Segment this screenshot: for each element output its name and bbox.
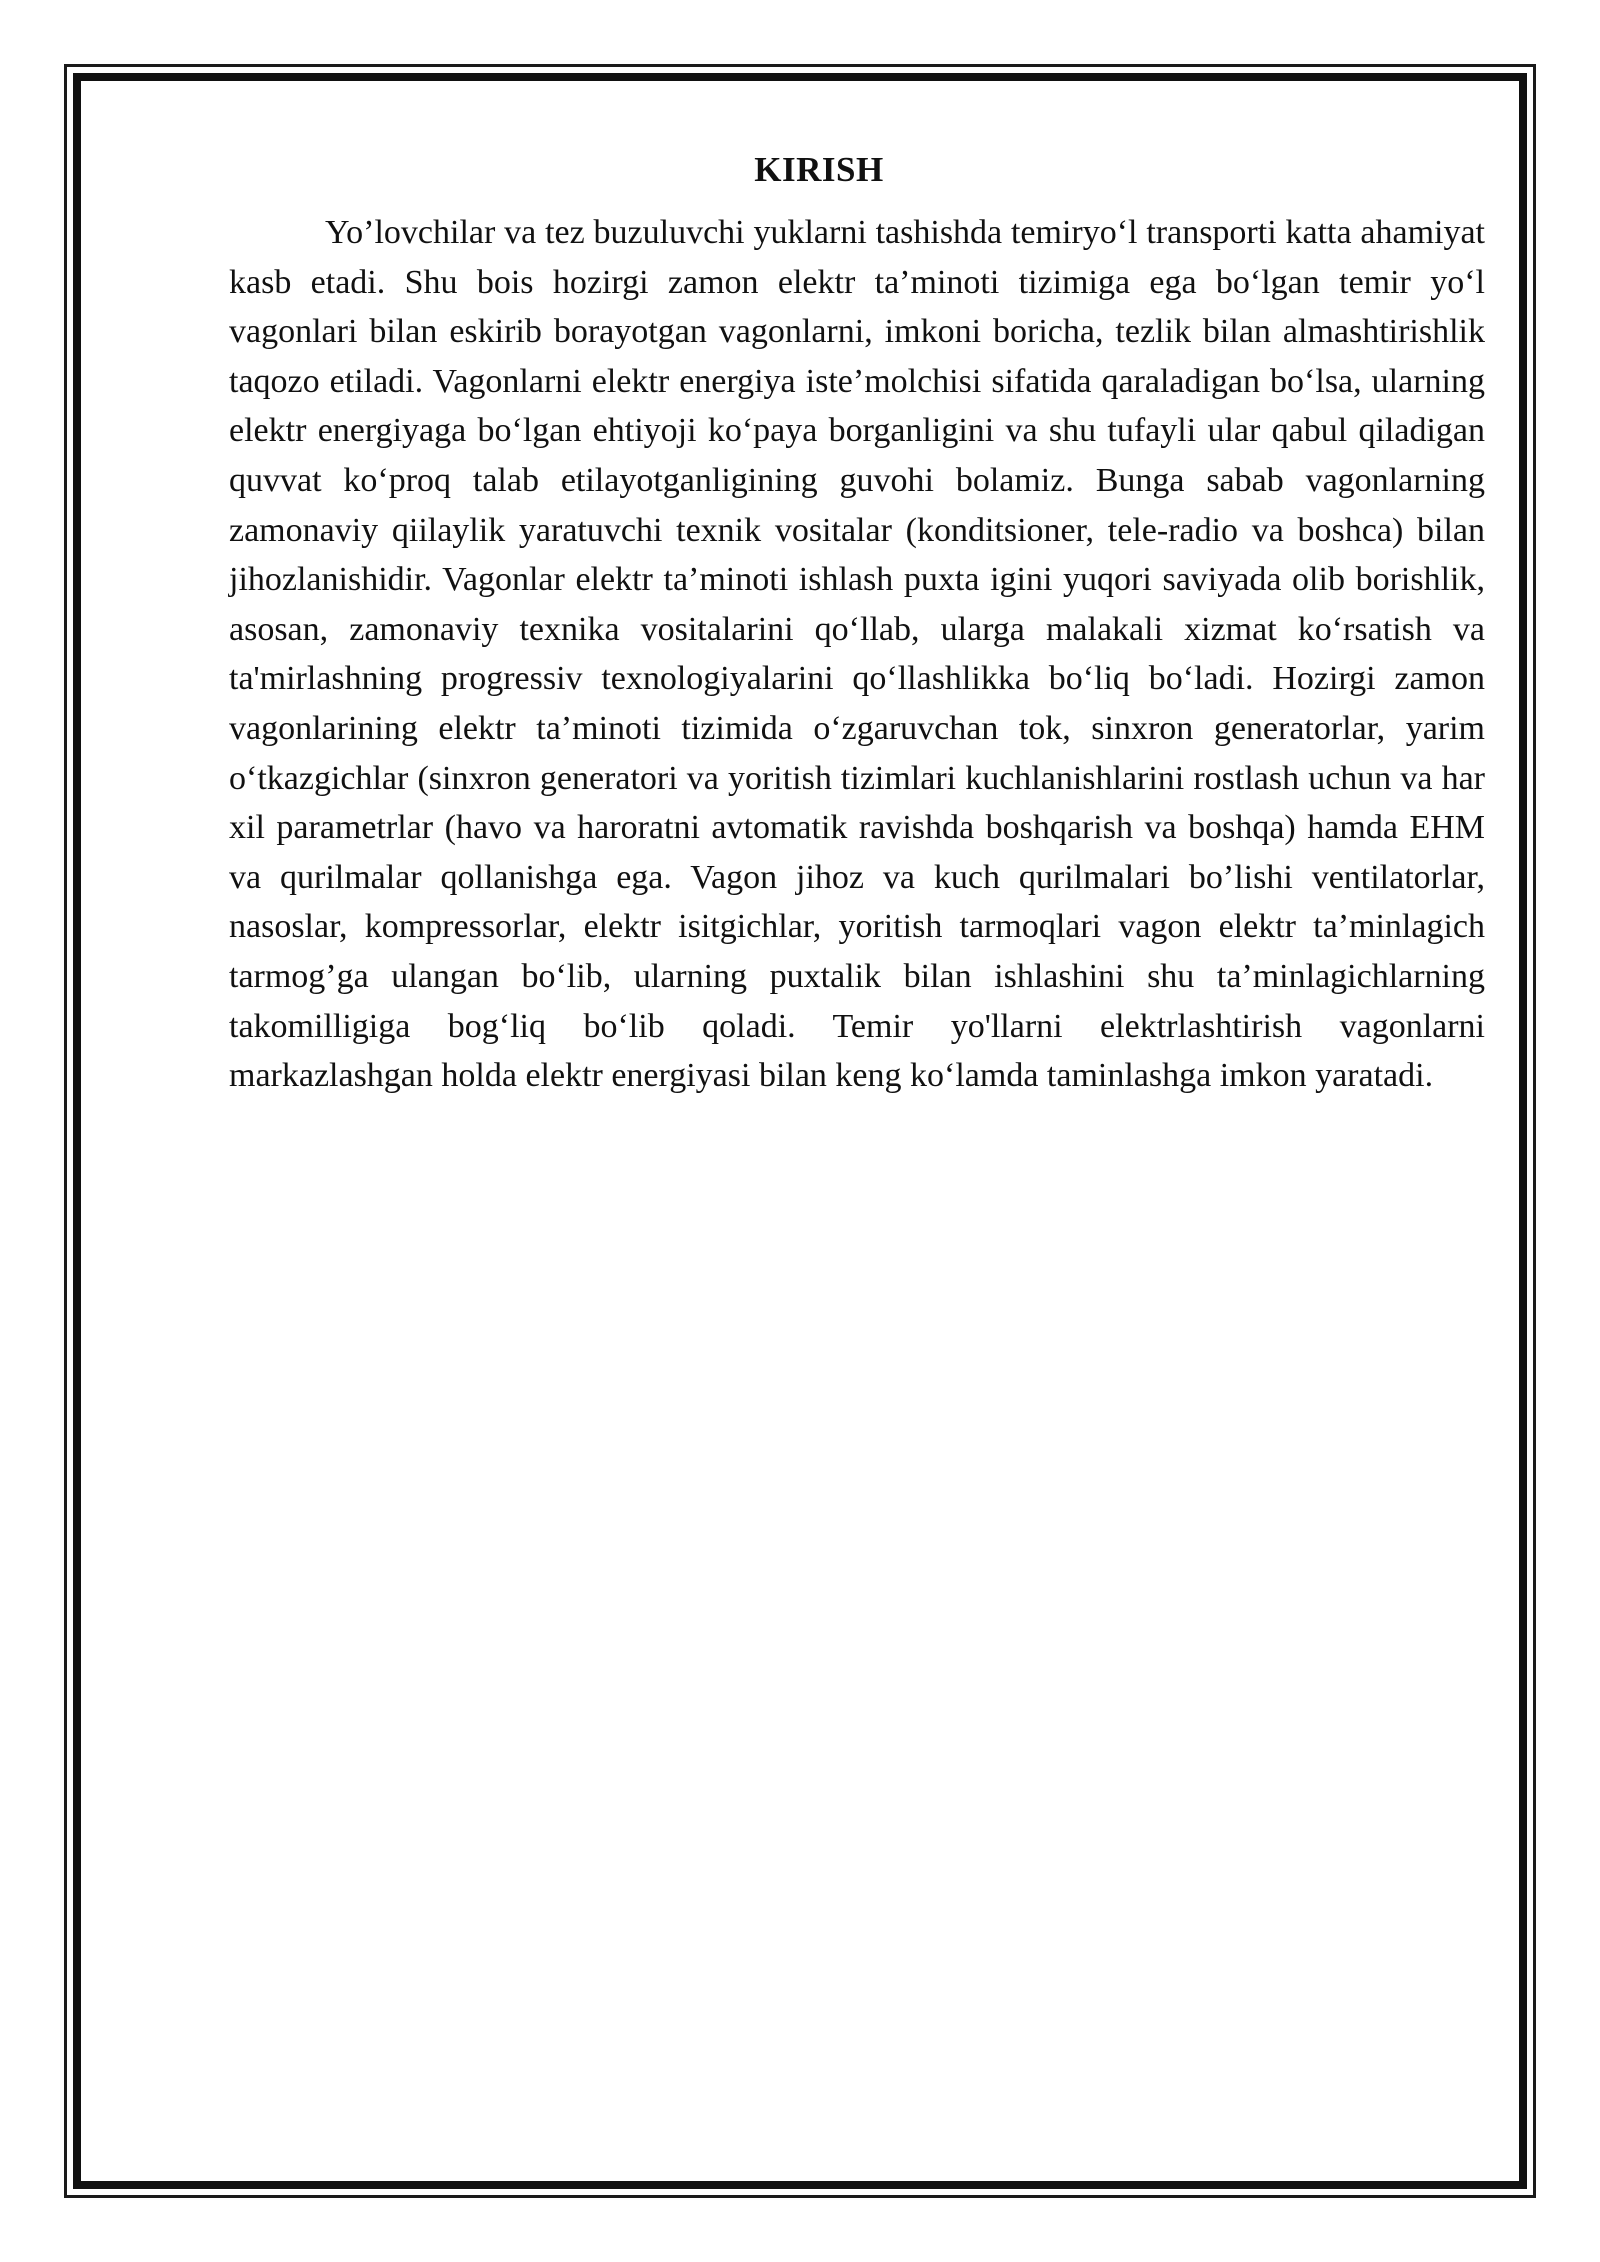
section-title: KIRISH <box>754 150 884 189</box>
document-body <box>229 150 1485 1101</box>
intro-paragraph: Yo’lovchilar va tez buzuluvchi yuklarni tashishda temiryo‘l transporti katta ahamiyat kasb etadi. Shu bois hozirgi zamon elektr ta’minoti tizimiga ega bo‘lgan temir yo‘l vagonlari bilan eskirib borayotgan vagonlarni, imkoni boricha, tezlik bilan almashtirishlik taqozo etiladi. Vagonlarni elektr energiya iste’molchisi sifatida qaraladigan bo‘lsa, ularning elektr energiyaga bo‘lgan ehtiyoji ko‘paya borganligini va shu tufayli ular qabul qiladigan quvvat ko‘proq talab etilayotganligining guvohi bolamiz. Bunga sabab vagonlarning zamonaviy qiilaylik yaratuvchi texnik vositalar (konditsioner, tele-radio va boshca) bilan jihozlanishidir. Vagonlar elektr ta’minoti ishlash puxta igini yuqori saviyada olib borishlik, asosan, zamonaviy texnika vositalarini qo‘llab, ularga malakali xizmat ko‘rsatish va ta'mirlashning progressiv texnologiyalarini qo‘llashlikka bo‘liq bo‘ladi. Hozirgi zamon vagonlarining elektr ta’minoti tizimida o‘zgaruvchan tok, sinxron generatorlar, yarim o‘tkazgichlar (sinxron generatori va yoritish tizimlari kuchlanishlarini rostlash uchun va har xil parametrlar (havo va haroratni avtomatik ravishda boshqarish va boshqa) hamda EHM va qurilmalar qollanishga ega. Vagon jihoz va kuch qurilmalari bo’lishi ventilatorlar, nasoslar, kompressorlar, elektr isitgichlar, yoritish tarmoqlari vagon elektr ta’minlagich tarmog’ga ulangan bo‘lib, ularning puxtalik bilan ishlashini shu ta’minlagichlarning takomilligiga bog‘liq bo‘lib qoladi. Temir yo'llarni elektrlashtirish vagonlarni markazlashgan holda elektr energiyasi bilan keng ko‘lamda taminlashga imkon yaratadi. <box>229 214 1485 1095</box>
